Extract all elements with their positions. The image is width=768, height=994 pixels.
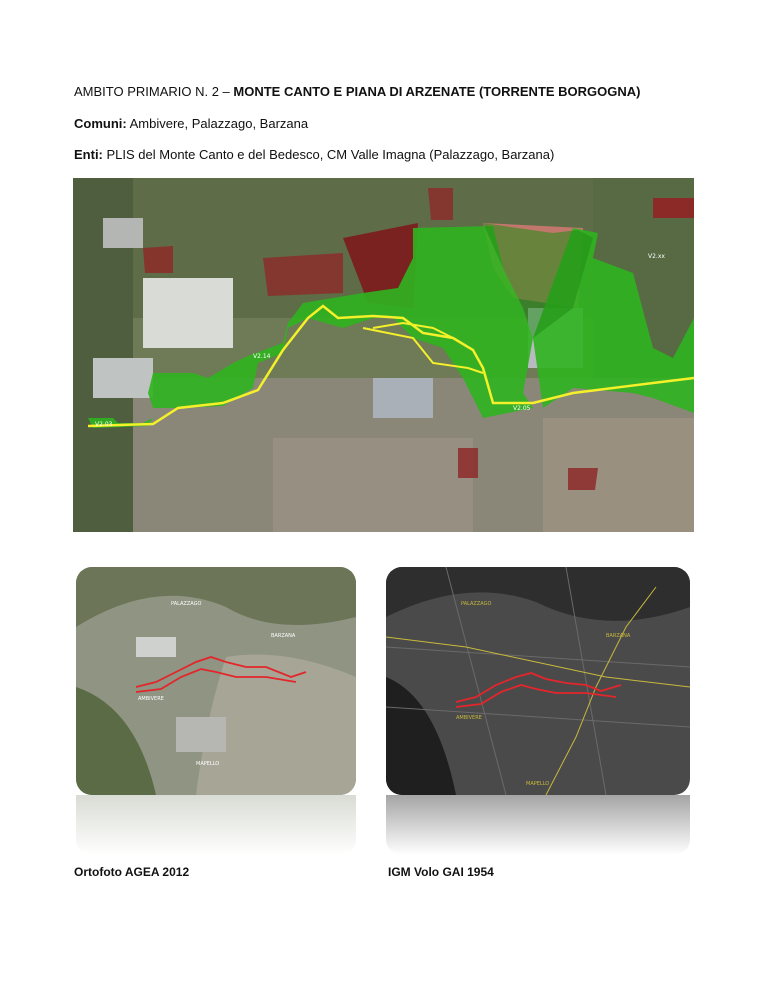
- svg-text:V2.03: V2.03: [95, 421, 113, 428]
- heading-prefix: AMBITO PRIMARIO N. 2 –: [74, 84, 234, 99]
- enti-label: Enti:: [74, 147, 103, 162]
- ortho-label-barzana: BARZANA: [271, 633, 296, 639]
- ortofoto-graphic: [76, 567, 356, 795]
- aerial-map-graphic: [73, 178, 694, 532]
- aerial-map: [73, 178, 694, 532]
- ortofoto-reflection: [76, 795, 356, 855]
- igm-graphic: [386, 567, 690, 795]
- svg-text:V2.14: V2.14: [253, 353, 271, 360]
- ortho-label-palazzago: PALAZZAGO: [171, 601, 202, 607]
- ortho-label-ambivere: AMBIVERE: [138, 696, 164, 702]
- enti-line: [74, 147, 554, 162]
- igm-label-ambivere: AMBIVERE: [456, 715, 482, 721]
- comuni-line: [74, 116, 308, 131]
- page-heading: [74, 84, 641, 99]
- comuni-value: Ambivere, Palazzago, Barzana: [126, 116, 309, 131]
- igm-label-mapello: MAPELLO: [526, 781, 550, 787]
- ortho-label-mapello: MAPELLO: [196, 761, 220, 767]
- caption-ortofoto: Ortofoto AGEA 2012: [74, 865, 190, 879]
- caption-igm: IGM Volo GAI 1954: [388, 865, 494, 879]
- heading-title: MONTE CANTO E PIANA DI ARZENATE (TORRENTE BORGOGNA): [233, 84, 641, 99]
- svg-text:V2.05: V2.05: [513, 405, 531, 412]
- igm-reflection: [386, 795, 690, 855]
- igm-label-palazzago: PALAZZAGO: [461, 601, 492, 607]
- ortofoto-image: [76, 567, 356, 795]
- svg-text:V2.xx: V2.xx: [648, 253, 665, 260]
- igm-label-barzana: BARZANA: [606, 633, 631, 639]
- enti-value: PLIS del Monte Canto e del Bedesco, CM Valle Imagna (Palazzago, Barzana): [102, 147, 555, 162]
- igm-image: [386, 567, 690, 795]
- comuni-label: Comuni:: [74, 116, 127, 131]
